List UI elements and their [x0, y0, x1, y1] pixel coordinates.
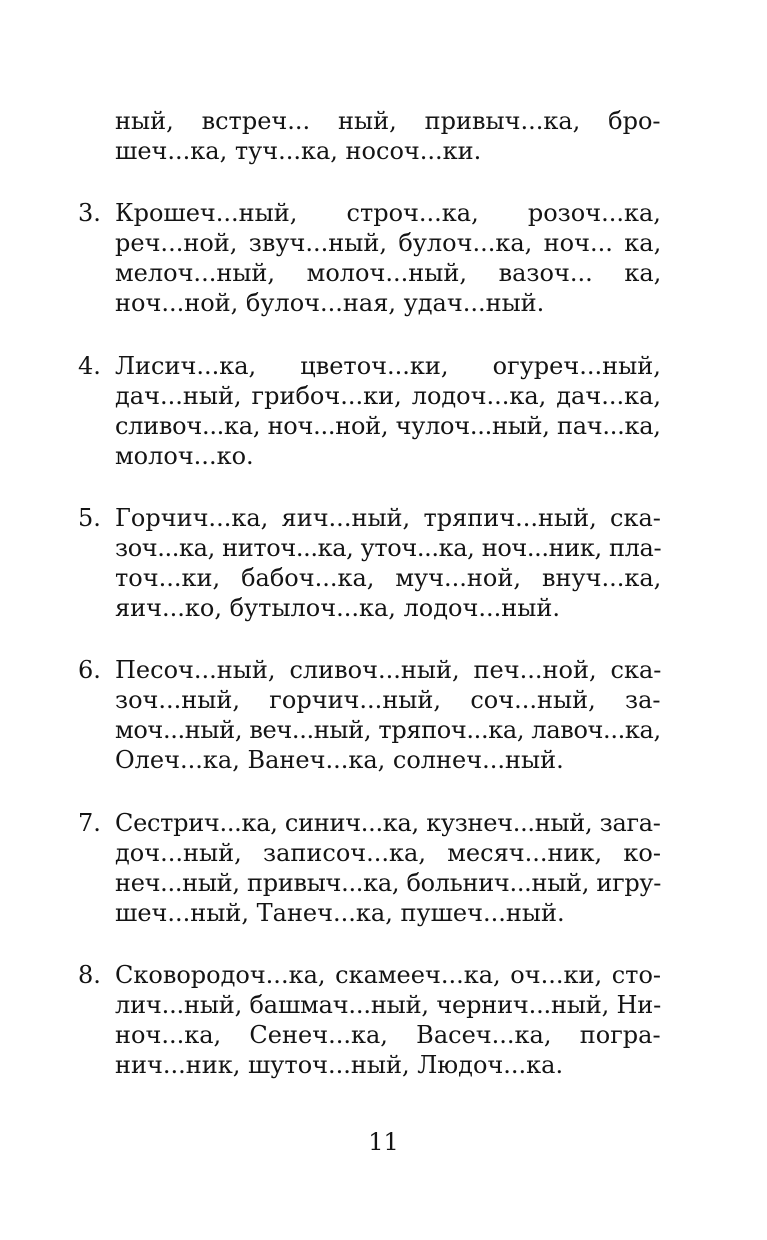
text-line: доч...ный, записоч...ка, месяч...ник, ко- [115, 839, 661, 867]
text-line: мелоч...ный, молоч...ный, вазоч... ка, [115, 259, 662, 287]
page-number: 11 [368, 1128, 399, 1156]
text-line: шеч...ка, туч...ка, носоч...ки. [115, 137, 482, 165]
text-line: ноч...ка, Сенеч...ка, Васеч...ка, погра- [115, 1021, 661, 1049]
exercise-number: 7. [78, 809, 101, 837]
text-line: ноч...ной, булоч...ная, удач...ный. [115, 289, 545, 317]
exercise-number: 5. [78, 504, 101, 532]
text-line: неч...ный, привыч...ка, больнич...ный, игру- [115, 869, 662, 897]
text-line: Крошеч...ный, строч...ка, розоч...ка, [115, 199, 661, 227]
text-line: зоч...ный, горчич...ный, соч...ный, за- [115, 686, 661, 714]
exercise-number: 8. [78, 961, 101, 989]
exercise-number: 6. [78, 656, 101, 684]
text-line: дач...ный, грибоч...ки, лодоч...ка, дач...ка, [115, 382, 662, 410]
text-line: молоч...ко. [115, 442, 254, 470]
text-line: Олеч...ка, Ванеч...ка, солнеч...ный. [115, 746, 564, 774]
text-line: Сестрич...ка, синич...ка, кузнеч...ный, зага- [115, 809, 661, 837]
exercise-number: 3. [78, 199, 101, 227]
text-line: зоч...ка, ниточ...ка, уточ...ка, ноч...ник, пла- [115, 534, 662, 562]
text-line: Сковородоч...ка, скамееч...ка, оч...ки, сто- [115, 961, 662, 989]
text-line: шеч...ный, Танеч...ка, пушеч...ный. [115, 899, 565, 927]
text-line: сливоч...ка, ноч...ной, чулоч...ный, пач...ка, [115, 412, 661, 440]
text-line: яич...ко, бутылоч...ка, лодоч...ный. [115, 594, 560, 622]
text-line: Горчич...ка, яич...ный, тряпич...ный, ска- [115, 504, 661, 532]
text-line: моч...ный, веч...ный, тряпоч...ка, лавоч...ка, [115, 716, 661, 744]
text-line: точ...ки, бабоч...ка, муч...ной, внуч...ка, [115, 564, 662, 592]
text-line: реч...ной, звуч...ный, булоч...ка, ноч... ка, [115, 229, 662, 257]
text-line: лич...ный, башмач...ный, чернич...ный, Ни- [115, 991, 662, 1019]
text-line: Лисич...ка, цветоч...ки, огуреч...ный, [115, 352, 661, 380]
text-line: Песоч...ный, сливоч...ный, печ...ной, ска- [115, 656, 662, 684]
text-line: ный, встреч... ный, привыч...ка, бро- [115, 107, 661, 135]
exercise-number: 4. [78, 352, 101, 380]
text-line: нич...ник, шуточ...ный, Людоч...ка. [115, 1051, 564, 1079]
